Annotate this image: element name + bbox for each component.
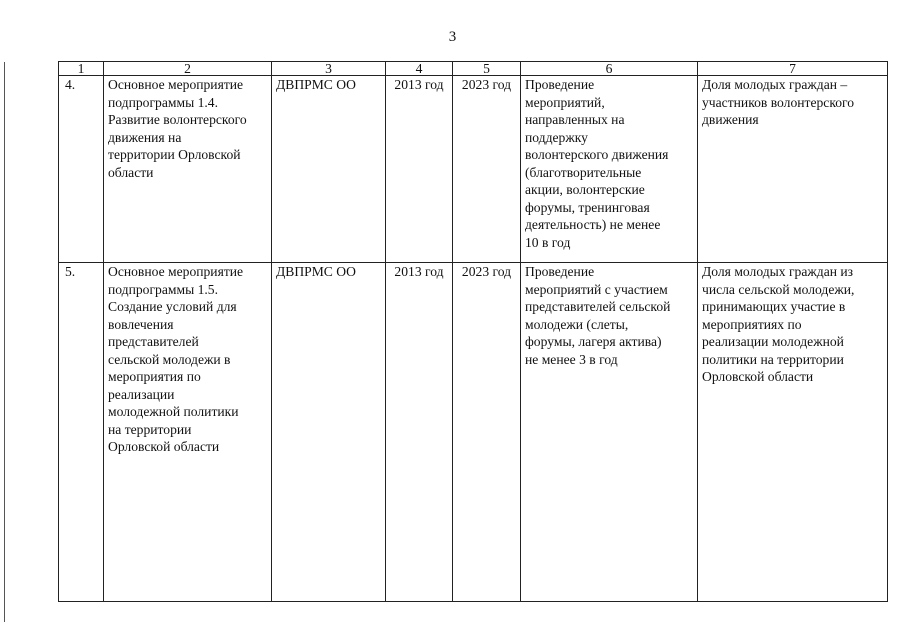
event-line: сельской молодежи в [108,351,231,367]
result-line: мероприятий с участием [525,281,668,297]
indicator-line: мероприятиях по [702,316,802,332]
event-line: подпрограммы 1.5. [108,281,218,297]
event-line: территории Орловской [108,147,241,162]
event-line: Основное мероприятие [108,77,244,92]
header-cell: 4 [386,62,453,76]
executor-cell: ДВПРМС ОО [272,76,386,263]
event-line: реализации [108,386,175,402]
end-year-cell: 2023 год [453,263,521,602]
event-line: Основное мероприятие [108,264,244,279]
event-line: Развитие волонтерского [108,112,247,127]
header-cell: 6 [521,62,698,76]
indicator-line: Доля молодых граждан из [702,264,854,279]
start-year-cell: 2013 год [386,263,453,602]
result-line: направленных на [525,112,625,127]
row-number: 4. [59,76,104,263]
event-line: подпрограммы 1.4. [108,94,218,110]
indicator-line: Доля молодых граждан – [702,77,848,92]
program-table [58,61,888,602]
indicator-cell [698,263,888,602]
header-cell: 1 [59,62,104,76]
indicator-line: реализации молодежной [702,334,844,349]
result-line: 10 в год [525,234,571,250]
result-line: молодежи (слеты, [525,316,629,332]
indicator-line: участников волонтерского [702,94,855,110]
event-line: области [108,164,154,180]
row-number: 5. [59,263,104,602]
margin-line [4,62,5,622]
header-cell: 7 [698,62,888,76]
event-line: на территории [108,421,192,437]
table-row [59,76,888,263]
result-cell [521,76,698,263]
page-number: 3 [448,29,457,45]
result-line: Проведение [525,77,595,92]
end-year-cell: 2023 год [453,76,521,263]
indicator-line: Орловской области [702,369,814,384]
result-line: не менее 3 в год [525,351,618,367]
result-cell [521,263,698,602]
result-line: акции, волонтерские [525,182,645,197]
event-line: Создание условий для [108,299,237,314]
executor-cell: ДВПРМС ОО [272,263,386,602]
event-line: вовлечения [108,316,174,332]
result-line: (благотворительные [525,164,642,180]
event-line: движения на [108,129,182,145]
indicator-line: числа сельской молодежи, [702,281,855,297]
result-line: волонтерского движения [525,147,669,162]
indicator-cell [698,76,888,263]
header-cell: 2 [104,62,272,76]
result-line: поддержку [525,129,588,145]
event-line: Орловской области [108,439,220,454]
event-line: представителей [108,334,199,349]
event-line: мероприятия по [108,369,201,384]
result-line: деятельность) не менее [525,217,661,232]
indicator-line: принимающих участие в [702,299,846,314]
event-line: молодежной политики [108,404,239,419]
indicator-line: политики на территории [702,351,844,367]
table-row [59,263,888,602]
result-line: представителей сельской [525,299,671,314]
event-cell [104,76,272,263]
result-line: форумы, лагеря актива) [525,334,662,349]
indicator-line: движения [702,112,759,127]
start-year-cell: 2013 год [386,76,453,263]
header-row [59,62,888,76]
result-line: форумы, тренинговая [525,199,650,215]
result-line: мероприятий, [525,94,605,110]
header-cell: 3 [272,62,386,76]
event-cell [104,263,272,602]
result-line: Проведение [525,264,595,279]
header-cell: 5 [453,62,521,76]
